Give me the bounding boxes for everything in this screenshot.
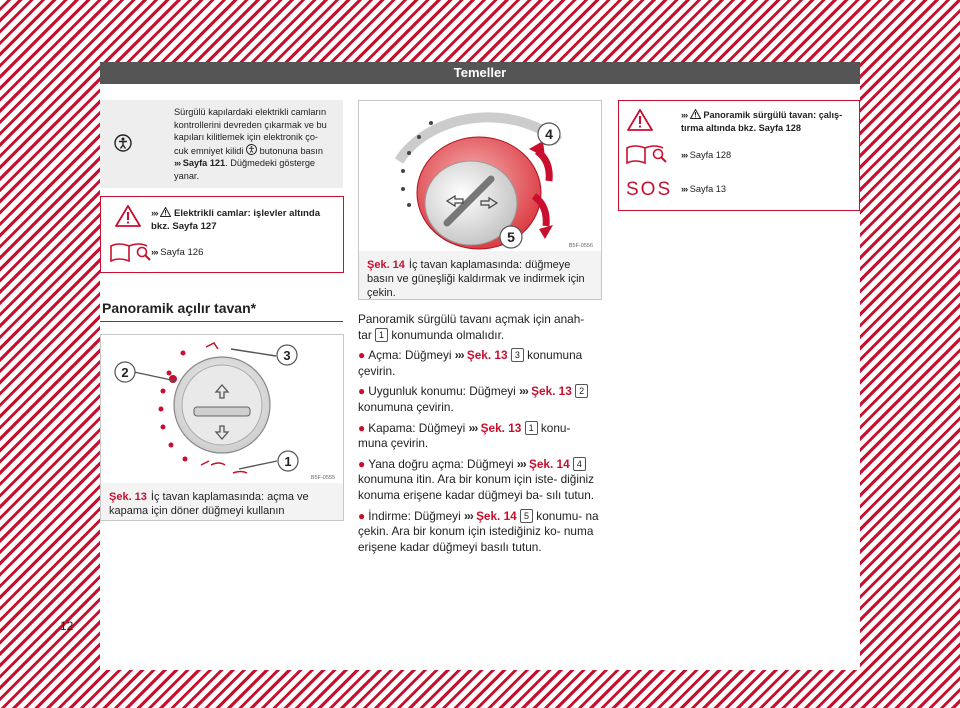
position-number: 3 [511, 348, 524, 362]
page-header: Temeller [100, 62, 860, 84]
text-part: konumuna çevirin. [358, 399, 454, 414]
page-ref-link[interactable]: Sayfa 13 [689, 184, 727, 194]
page-ref-link[interactable]: Sayfa 126 [160, 247, 204, 258]
figure-ref-link[interactable]: Şek. 13 [531, 384, 572, 399]
text-part: konumunda olmalıdır. [391, 327, 505, 342]
list-item [358, 384, 602, 415]
text-part: tar [358, 327, 372, 342]
bullet: ● [358, 420, 366, 435]
warning-icon [115, 205, 141, 232]
position-number: 5 [520, 509, 533, 523]
bullet: ● [358, 384, 366, 399]
note-line [174, 157, 340, 170]
sos-ref-line [681, 184, 726, 194]
list-item [358, 421, 602, 452]
text-part: İndirme: Düğmeyi [368, 508, 461, 523]
text-part: Uygunluk konumu: Düğmeyi [368, 384, 516, 399]
callout-2: 2 [121, 365, 129, 380]
page [60, 62, 860, 670]
figure-label: Şek. 14 [367, 259, 405, 271]
text-part: konu- muna çevirin. [358, 420, 571, 451]
warning-ref-text[interactable]: tırma altında bkz. Sayfa 128 [681, 122, 801, 133]
callout-5: 5 [507, 229, 515, 245]
position-number: 4 [573, 457, 586, 471]
child-lock-icon [114, 134, 132, 152]
figure-ref-link[interactable]: Şek. 13 [466, 348, 508, 363]
ref-arrow: ››› [151, 208, 158, 219]
position-number: 1 [525, 421, 538, 435]
book-icon [625, 143, 667, 170]
small-warning-icon [160, 207, 171, 217]
ref-arrow: ››› [516, 456, 526, 471]
caption-text: İç tavan kaplamasında: düğmeye basın ve güneşliği kaldırmak ve indirmek için çekin. [367, 259, 585, 299]
text-part: Açma: Düğmeyi [368, 348, 452, 363]
figure-13-illustration [101, 335, 343, 483]
note-line: yanar. [174, 170, 200, 181]
text-part: konumuna itin. Ara bir konum için iste- diğiniz konuma erişene kadar düğmeyi ba- sılı tutun. [358, 472, 595, 502]
ref-arrow: ››› [454, 348, 464, 363]
text-part: Kapama: Düğmeyi [368, 420, 466, 435]
note-line-part: cuk emniyet kilidi [174, 145, 244, 156]
intro-paragraph [358, 312, 602, 343]
child-lock-note [100, 100, 343, 188]
callout-1: 1 [284, 454, 292, 469]
warning-ref-line [151, 207, 339, 221]
figure-code: B5F-0556 [568, 243, 593, 249]
caption-text: İç tavan kaplamasında: açma ve kapama için döner düğmeyi kullanın [109, 491, 309, 517]
warning-ref-text[interactable]: bkz. Sayfa 127 [151, 220, 217, 232]
list-item [358, 348, 602, 379]
note-line-part: butonuna basın [259, 145, 323, 156]
ref-arrow: ››› [681, 110, 688, 120]
warning-icon [627, 109, 653, 136]
ref-arrow: ››› [463, 508, 473, 523]
small-warning-icon [690, 109, 701, 119]
figure-code: B5F-0555 [310, 475, 335, 481]
right-reference-box [618, 100, 860, 211]
note-line-part: . Düğmedeki gösterge [225, 158, 316, 169]
list-item [358, 509, 602, 556]
warning-ref-line [681, 109, 857, 122]
ref-arrow: ››› [681, 184, 688, 194]
callout-4: 4 [545, 126, 553, 142]
position-number: 2 [575, 384, 588, 398]
warning-ref-text[interactable]: Elektrikli camlar: işlevler altında [173, 208, 321, 219]
text-part: Panoramik sürgülü tavanı açmak için anah- [358, 312, 585, 326]
bullet: ● [358, 456, 366, 471]
body-text [358, 312, 602, 560]
note-line: kontrollerini devreden çıkarmak ve bu [174, 119, 327, 130]
ref-arrow: ››› [468, 420, 478, 435]
callout-3: 3 [283, 348, 291, 363]
ref-arrow: ››› [519, 384, 528, 399]
ref-arrow: ››› [151, 247, 158, 258]
page-number: 12 [60, 619, 74, 633]
figure-ref-link[interactable]: Şek. 14 [476, 508, 517, 523]
figure-caption [359, 251, 601, 307]
sos-icon: SOS [626, 179, 673, 200]
figure-ref-link[interactable]: Şek. 13 [480, 420, 522, 435]
note-line [174, 144, 340, 158]
list-item [358, 457, 602, 504]
note-line: Sürgülü kapılardaki elektrikli camların [174, 107, 327, 117]
position-number: 1 [375, 328, 388, 342]
page-ref-link[interactable]: Sayfa 128 [689, 150, 732, 160]
bullet: ● [358, 508, 366, 523]
text-part: konumuna çevirin. [358, 348, 583, 378]
book-ref-line [681, 150, 731, 160]
note-line: kapıları kilitlemek için elektronik ço- [174, 132, 318, 143]
page-ref-link[interactable]: Sayfa 121 [182, 158, 226, 169]
book-icon [109, 241, 151, 268]
figure-label: Şek. 13 [109, 491, 147, 503]
section-divider [100, 321, 343, 322]
warning-ref-text[interactable]: Panoramik sürgülü tavan: çalış- [703, 110, 843, 120]
figure-ref-link[interactable]: Şek. 14 [528, 456, 570, 471]
figure-14 [358, 100, 602, 300]
text-part: Yana doğru açma: Düğmeyi [368, 456, 514, 471]
figure-13 [100, 334, 344, 521]
figure-14-illustration [359, 101, 601, 251]
ref-arrow: ››› [174, 158, 181, 169]
left-reference-box [100, 196, 344, 273]
section-title: Panoramik açılır tavan* [102, 300, 257, 316]
ref-arrow: ››› [681, 150, 688, 160]
child-lock-button-icon [246, 144, 257, 155]
bullet: ● [358, 348, 366, 363]
text-part: konumu- na çekin. Ara bir konum için istediğiniz ko- numa erişene kadar düğmeyi basılı tutun. [358, 508, 599, 554]
figure-caption [101, 483, 343, 525]
book-ref-line [151, 247, 203, 258]
